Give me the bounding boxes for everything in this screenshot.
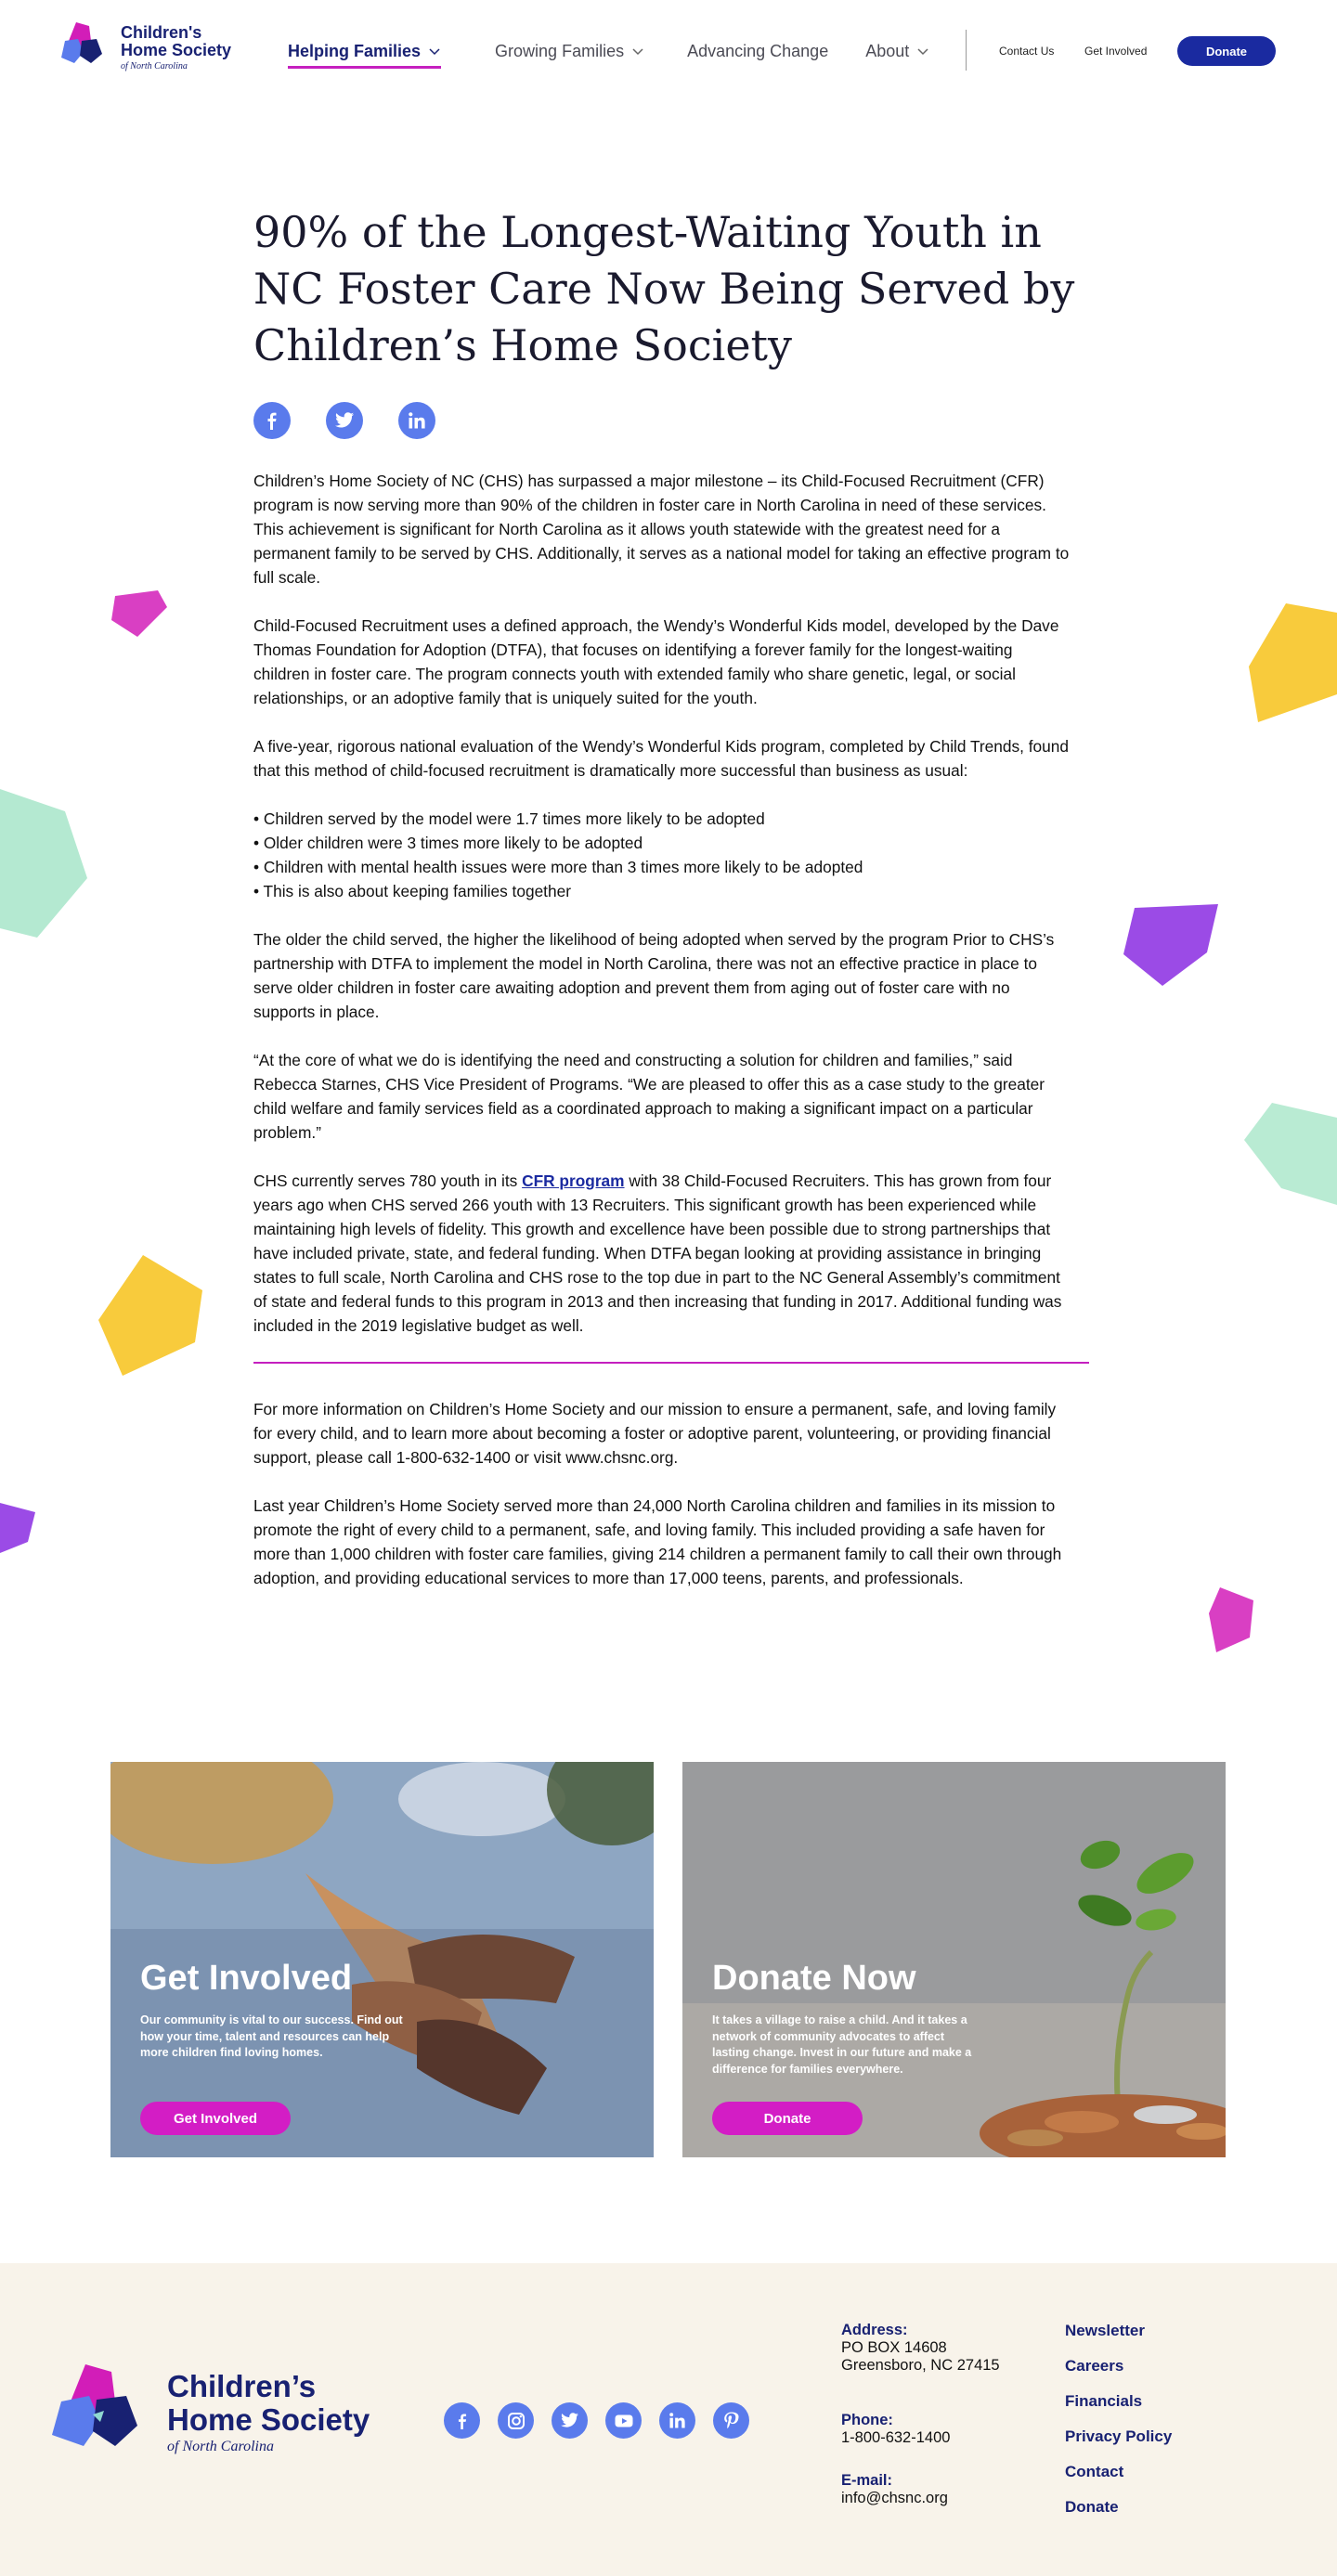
list-item: • This is also about keeping families together bbox=[253, 879, 1071, 903]
paragraph: Child-Focused Recruitment uses a defined approach, the Wendy’s Wonderful Kids model, developed by the Dave Thomas Foundation for Adoption (DTFA), that focuses on identifying a forever family for the longest-waiting children in foster care. The program connects youth with extended family who share genetic, legal, or social relationships, or an adoptive family that is uniquely suited for the youth. bbox=[253, 616, 1059, 707]
paragraph bbox=[253, 1169, 1071, 1338]
footer-link-donate[interactable]: Donate bbox=[1065, 2498, 1119, 2516]
paragraph-text: with 38 Child-Focused Recruiters. This has grown from four years ago when CHS served 266 youth with 13 Recruiters. This significant growth has been experienced while maintaining high levels of fidelity. This growth and excellence have been possible due to strong partnerships that have included private, state, and federal funding. When DTFA began looking at providing assistance in bringing states to full scale, North Carolina and CHS rose to the top due in part to the NC General Assembly’s commitment of state and federal funds to this program in 2013 and then increasing that funding in 2017. Additional funding was included in the 2019 legislative budget as well. bbox=[253, 1171, 1062, 1335]
logo-mark-icon bbox=[58, 20, 115, 76]
twitter-glyph bbox=[335, 412, 354, 429]
list-item: • Children served by the model were 1.7 times more likely to be adopted bbox=[253, 807, 1071, 831]
nav-advancing-change[interactable] bbox=[687, 35, 828, 67]
instagram-icon[interactable] bbox=[498, 2402, 534, 2439]
contact-us-link[interactable]: Contact Us bbox=[999, 45, 1055, 58]
address-line: PO BOX 14608 bbox=[841, 2339, 947, 2356]
article-title: 90% of the Longest-Waiting Youth in NC Foster Care Now Being Served by Children’s Home Society bbox=[253, 207, 1075, 370]
site-header bbox=[0, 0, 1337, 102]
pinterest-glyph bbox=[723, 2412, 740, 2430]
list-item: • Older children were 3 times more likely to be adopted bbox=[253, 831, 1071, 855]
logo-wordmark bbox=[121, 24, 231, 59]
findings-list bbox=[253, 807, 1071, 903]
footer-logo-wordmark bbox=[167, 2370, 370, 2437]
logo-line-2: Home Society bbox=[167, 2402, 370, 2437]
list-item: • Children with mental health issues were more than 3 times more likely to be adopted bbox=[253, 855, 1071, 879]
address-line: Greensboro, NC 27415 bbox=[841, 2357, 1000, 2374]
logo-subtitle: of North Carolina bbox=[121, 61, 188, 71]
footer-logo[interactable] bbox=[48, 2361, 383, 2463]
paragraph: For more information on Children’s Home Society and our mission to ensure a permanent, safe, and loving family for every child, and to learn more about becoming a foster or adoptive parent, volunteering, or providing financial support, please call 1-800-632-1400 or visit www.chsnc.org. bbox=[253, 1400, 1057, 1467]
article bbox=[253, 204, 1089, 1614]
chevron-down-icon bbox=[428, 45, 441, 58]
linkedin-glyph bbox=[669, 2413, 685, 2428]
article-footer-copy bbox=[253, 1397, 1071, 1590]
footer-link-privacy-policy[interactable]: Privacy Policy bbox=[1065, 2427, 1173, 2445]
instagram-glyph bbox=[507, 2412, 526, 2430]
paragraph: Last year Children’s Home Society served more than 24,000 North Carolina children and families in its mission to promote the right of every child to a permanent, safe, and loving family. This included providing a safe haven for more than 1,000 children with foster care families, giving 214 children a permanent family to call their own through adoption, and providing educational services to more than 17,000 teens, parents, and professionals. bbox=[253, 1496, 1062, 1587]
decorative-shape bbox=[1249, 602, 1337, 722]
site-footer bbox=[0, 2263, 1337, 2576]
address-label: Address: bbox=[841, 2322, 908, 2338]
decorative-shape bbox=[110, 587, 171, 641]
nav-growing-families[interactable] bbox=[495, 35, 644, 67]
phone-number[interactable]: 1-800-632-1400 bbox=[841, 2429, 951, 2446]
logo-mark-icon bbox=[48, 2361, 163, 2463]
youtube-glyph bbox=[615, 2414, 633, 2428]
footer-email bbox=[841, 2472, 948, 2507]
decorative-shape bbox=[0, 789, 88, 938]
decorative-shape bbox=[1122, 902, 1220, 988]
get-involved-link[interactable]: Get Involved bbox=[1084, 45, 1148, 58]
chevron-down-icon bbox=[631, 45, 644, 58]
footer-link-contact[interactable]: Contact bbox=[1065, 2463, 1124, 2480]
youtube-icon[interactable] bbox=[605, 2402, 642, 2439]
footer-nav bbox=[1065, 2313, 1172, 2525]
decorative-shape bbox=[1244, 1103, 1337, 1205]
linkedin-icon[interactable] bbox=[398, 402, 435, 439]
footer-link-careers[interactable]: Careers bbox=[1065, 2357, 1124, 2375]
phone-label: Phone: bbox=[841, 2412, 893, 2428]
nav-label: Growing Families bbox=[495, 41, 625, 60]
paragraph: Children’s Home Society of NC (CHS) has surpassed a major milestone – its Child-Focused Recruitment (CFR) program is now serving more than 90% of the children in foster care in North Carolina in need of these services. This achievement is significant for North Carolina as it allows youth statewide with the greatest need for a permanent family to be served by CHS. Additionally, it serves as a national model for taking an effective program to full scale. bbox=[253, 472, 1070, 587]
article-body bbox=[253, 469, 1071, 1338]
footer-link-financials[interactable]: Financials bbox=[1065, 2392, 1143, 2410]
footer-link-newsletter[interactable]: Newsletter bbox=[1065, 2322, 1145, 2339]
twitter-icon[interactable] bbox=[552, 2402, 588, 2439]
get-involved-card bbox=[110, 1762, 654, 2157]
twitter-glyph bbox=[561, 2413, 578, 2428]
logo-line-1: Children's bbox=[121, 23, 202, 42]
facebook-glyph bbox=[454, 2413, 471, 2429]
email-label: E-mail: bbox=[841, 2472, 893, 2489]
section-divider bbox=[253, 1362, 1089, 1364]
card-title: Get Involved bbox=[140, 1959, 353, 1998]
get-involved-button[interactable]: Get Involved bbox=[140, 2102, 291, 2135]
donate-button[interactable]: Donate bbox=[1177, 36, 1276, 66]
paragraph: The older the child served, the higher the likelihood of being adopted when served by the program Prior to CHS’s partnership with DTFA to implement the model in North Carolina, there was not an effective practice in place to serve older children in foster care awaiting adoption and prevent them from aging out of foster care with no supports in place. bbox=[253, 930, 1055, 1021]
twitter-icon[interactable] bbox=[326, 402, 363, 439]
nav-about[interactable] bbox=[865, 35, 929, 67]
decorative-shape bbox=[0, 1499, 37, 1555]
cfr-program-link[interactable]: CFR program bbox=[522, 1171, 625, 1190]
paragraph: “At the core of what we do is identifying the need and constructing a solution for children and families,” said Rebecca Starnes, CHS Vice President of Programs. “We are pleased to offer this as a case study to the greater child welfare and family services field as a coordinated approach to making a significant impact on a particular problem.” bbox=[253, 1051, 1045, 1142]
card-title: Donate Now bbox=[712, 1959, 916, 1998]
site-logo[interactable] bbox=[58, 20, 243, 76]
logo-subtitle: of North Carolina bbox=[167, 2439, 274, 2454]
nav-label: About bbox=[865, 41, 910, 60]
donate-now-button[interactable]: Donate bbox=[712, 2102, 863, 2135]
facebook-icon[interactable] bbox=[444, 2402, 480, 2439]
main-nav bbox=[288, 35, 929, 67]
footer-phone bbox=[841, 2412, 950, 2447]
share-bar bbox=[253, 402, 1089, 439]
pinterest-icon[interactable] bbox=[713, 2402, 749, 2439]
donate-card bbox=[682, 1762, 1226, 2157]
footer-social-links bbox=[444, 2402, 749, 2439]
logo-line-2: Home Society bbox=[121, 41, 232, 59]
footer-address bbox=[841, 2322, 1000, 2375]
chevron-down-icon bbox=[916, 45, 929, 58]
card-text: Our community is vital to our success. Find out how your time, talent and resources can help more children find loving homes. bbox=[140, 2013, 403, 2059]
decorative-shape bbox=[1207, 1586, 1257, 1652]
card-text: It takes a village to raise a child. And it takes a network of community advocates to affect lasting change. Invest in our future and make a difference for families everywhere. bbox=[712, 2013, 972, 2076]
paragraph-text: CHS currently serves 780 youth in its bbox=[253, 1171, 523, 1190]
nav-helping-families[interactable] bbox=[288, 35, 441, 67]
logo-line-1: Children’s bbox=[167, 2369, 317, 2403]
facebook-glyph bbox=[263, 411, 281, 430]
nav-divider bbox=[966, 30, 967, 71]
nav-label: Helping Families bbox=[288, 41, 422, 60]
nav-label: Advancing Change bbox=[687, 41, 829, 60]
email-address[interactable]: info@chsnc.org bbox=[841, 2490, 948, 2506]
paragraph: A five-year, rigorous national evaluation of the Wendy’s Wonderful Kids program, completed by Child Trends, found that this method of child-focused recruitment is dramatically more successful than business as usual: bbox=[253, 737, 1069, 780]
linkedin-icon[interactable] bbox=[659, 2402, 695, 2439]
facebook-icon[interactable] bbox=[253, 402, 291, 439]
linkedin-glyph bbox=[409, 412, 425, 429]
decorative-shape bbox=[95, 1253, 206, 1376]
